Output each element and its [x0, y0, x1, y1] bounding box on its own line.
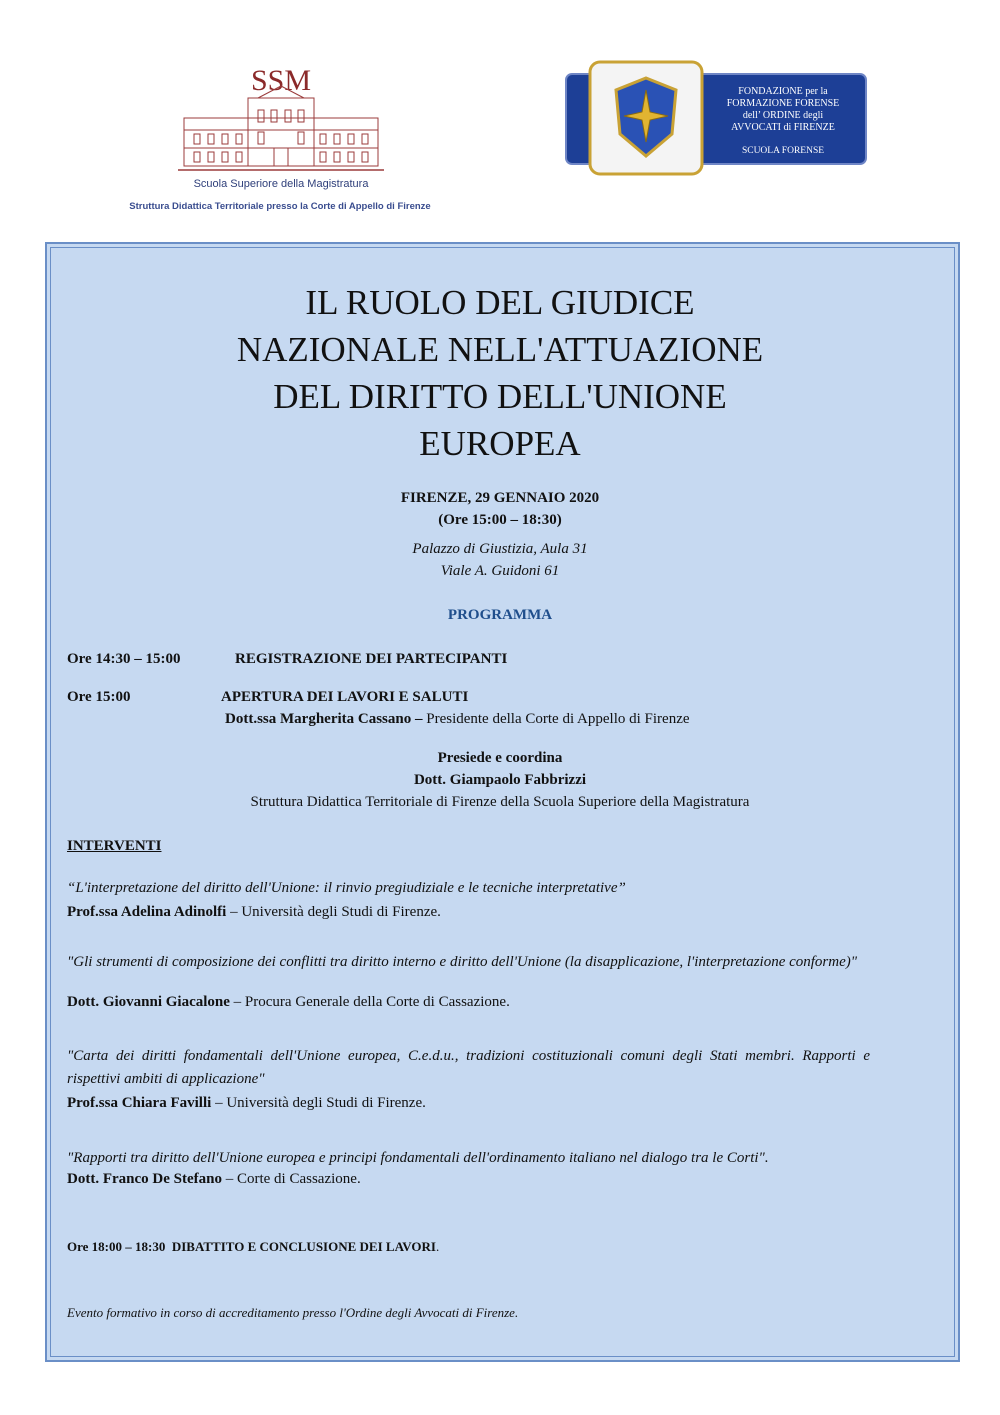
palazzo-icon — [184, 86, 378, 166]
talk-title: "Rapporti tra diritto dell'Unione europea e principi fondamentali dell'ordinamento italiano nel dialogo tra le Corti". — [67, 1150, 769, 1166]
talk-speaker: Prof.ssa Chiara Favilli — [67, 1095, 212, 1111]
talk-title: “L'interpretazione del diritto dell'Unione: il rinvio pregiudiziale e le tecniche interpretative” — [67, 880, 626, 896]
talk-title: "Gli strumenti di composizione dei conflitti tra diritto interno e diritto dell'Unione (la disapplicazione, l'interpretazione conforme)" — [67, 954, 858, 970]
ssm-logo — [178, 58, 384, 193]
talk-speaker: Dott. Franco De Stefano — [67, 1171, 222, 1187]
event-hours: (Ore 15:00 – 18:30) — [438, 512, 562, 528]
ssm-subtitle: Struttura Didattica Territoriale presso la Corte di Appello di Firenze — [129, 201, 431, 212]
scuola-forense-label: SCUOLA FORENSE — [741, 146, 825, 156]
opening-time: Ore 15:00 — [67, 689, 131, 705]
event-date: FIRENZE, 29 GENNAIO 2020 — [400, 490, 600, 506]
ssm-school-name: Scuola Superiore della Magistratura — [193, 178, 369, 190]
registration-time: Ore 14:30 – 15:00 — [67, 651, 181, 667]
talk-affiliation: – Università degli Studi di Firenze. — [226, 904, 441, 920]
chair-affiliation: Struttura Didattica Territoriale di Firenze della Scuola Superiore della Magistratura — [250, 794, 750, 810]
opening-speaker-line — [225, 711, 690, 728]
event-venue: Palazzo di Giustizia, Aula 31 — [412, 541, 588, 557]
talk-affiliation: – Corte di Cassazione. — [221, 1171, 361, 1187]
opening-role: Presidente della Corte di Appello di Firenze — [422, 711, 690, 727]
talk-speaker-line — [67, 1171, 870, 1188]
closing-label: DIBATTITO E CONCLUSIONE DEI LAVORI — [171, 1239, 436, 1254]
talk-affiliation: – Procura Generale della Corte di Cassazione. — [229, 994, 510, 1010]
closing-line — [67, 1239, 439, 1255]
talk-title: "Carta dei diritti fondamentali dell'Unione europea, C.e.d.u., tradizioni costituzionali comuni degli Stati membri. Rapporti e rispettivi ambiti di applicazione" — [67, 1048, 870, 1087]
accreditation-note: Evento formativo in corso di accreditamento presso l'Ordine degli Avvocati di Firenze. — [67, 1305, 519, 1320]
talk-speaker-line — [67, 994, 870, 1011]
opening-label: APERTURA DEI LAVORI E SALUTI — [221, 689, 469, 705]
talk-speaker-line — [67, 904, 870, 921]
interventi-heading: INTERVENTI — [67, 838, 162, 854]
programma-heading: PROGRAMMA — [447, 607, 553, 623]
talk-speaker: Dott. Giovanni Giacalone — [67, 994, 230, 1010]
chair-label: Presiede e coordina — [437, 750, 563, 766]
talk-speaker-line — [67, 1095, 870, 1112]
chair-name: Dott. Giampaolo Fabbrizzi — [413, 772, 587, 788]
opening-speaker: Dott.ssa Margherita Cassano – — [225, 711, 423, 727]
ssm-logo-text: SSM — [250, 64, 312, 97]
event-title: IL RUOLO DEL GIUDICE NAZIONALE NELL'ATTUAZIONE DEL DIRITTO DELL'UNIONE EUROPEA — [236, 283, 764, 463]
event-address: Viale A. Guidoni 61 — [440, 563, 560, 579]
talk-affiliation: – Università degli Studi di Firenze. — [211, 1095, 426, 1111]
closing-time: Ore 18:00 – 18:30 — [67, 1239, 166, 1254]
fondazione-text: FONDAZIONE per la FORMAZIONE FORENSE dell’ ORDINE degli AVVOCATI di FIRENZE SCUOLA FORENSE — [707, 86, 859, 157]
closing-period: . — [435, 1239, 440, 1254]
registration-label: REGISTRAZIONE DEI PARTECIPANTI — [235, 651, 508, 667]
talk-speaker: Prof.ssa Adelina Adinolfi — [67, 904, 227, 920]
